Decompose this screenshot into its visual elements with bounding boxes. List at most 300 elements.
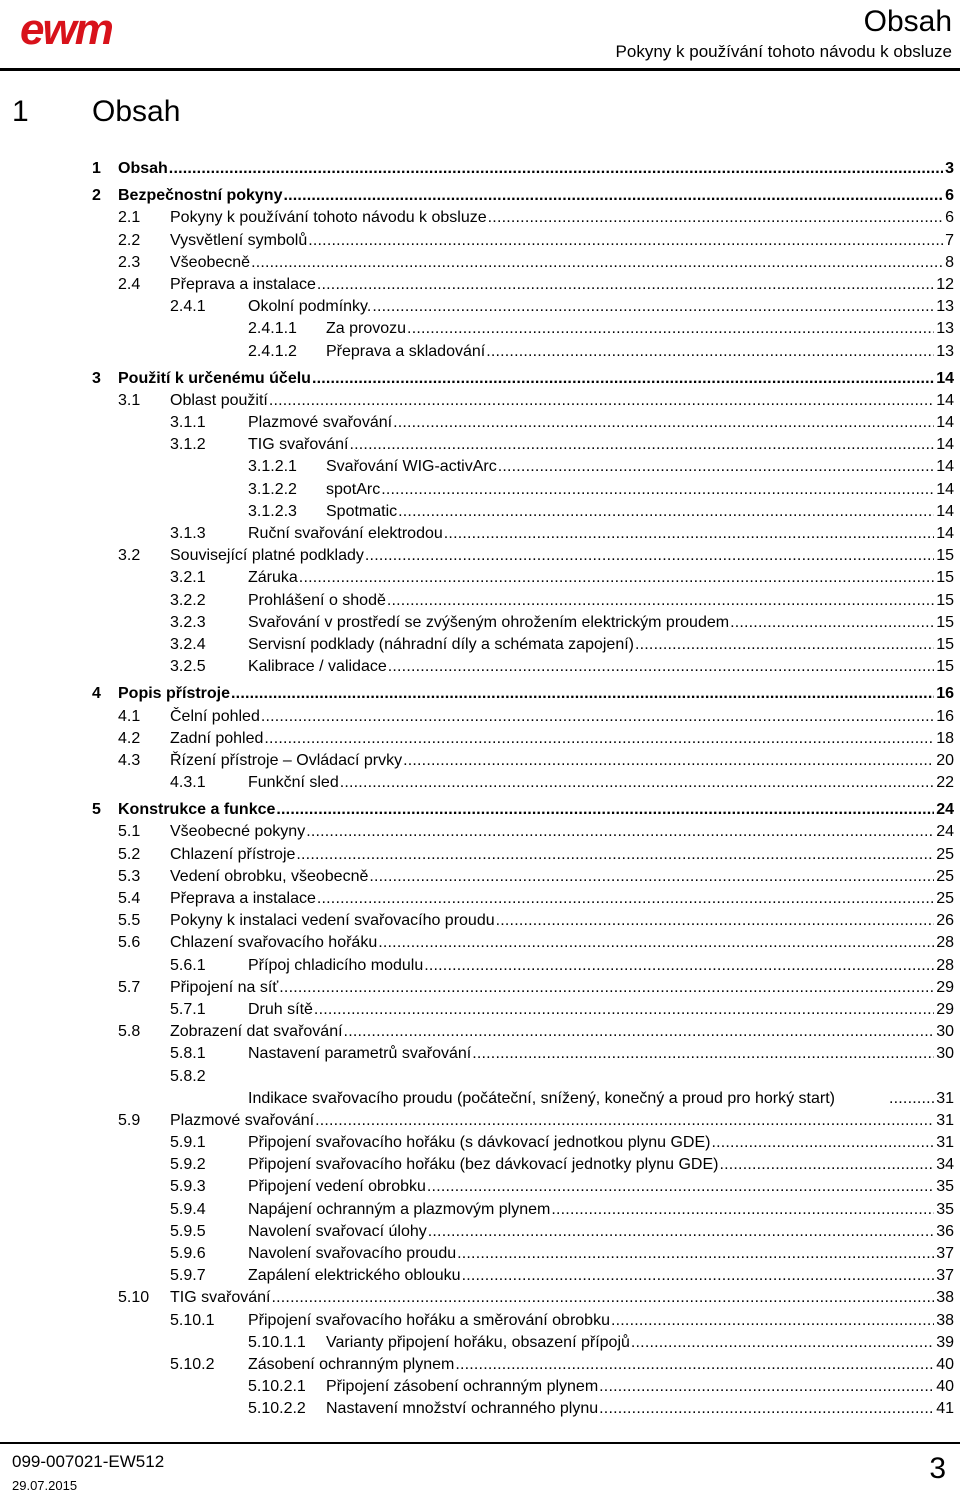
toc-entry-title: Ruční svařování elektrodou <box>248 525 443 542</box>
toc-entry-title: Přeprava a skladování <box>326 342 486 360</box>
toc-entry-number: 5.4 <box>118 890 141 907</box>
toc-entry-body <box>170 230 954 252</box>
toc-entry-page: 14 <box>936 369 954 387</box>
toc-entry-page: 26 <box>936 912 954 930</box>
toc-entry[interactable] <box>0 728 960 750</box>
toc-entry[interactable] <box>0 456 960 478</box>
toc-entry[interactable] <box>0 656 960 678</box>
toc-entry[interactable] <box>0 341 960 363</box>
toc-entry-title: Prohlášení o shodě <box>248 591 386 609</box>
toc-dot-leader <box>631 1332 934 1354</box>
toc-dot-leader <box>455 1354 934 1376</box>
page-heading <box>12 92 180 132</box>
toc-entry-number: 5.10.1.1 <box>248 1333 306 1351</box>
toc-entry-body <box>170 390 954 412</box>
toc-entry-number: 3.2.2 <box>170 591 206 609</box>
toc-entry-title: Bezpečnostní pokyny <box>118 187 283 205</box>
toc-entry-number: 5.6 <box>118 934 141 952</box>
toc-entry-title: Pokyny k instalaci vedení svařovacího proudu <box>170 912 495 930</box>
toc-dot-leader <box>269 390 934 412</box>
toc-entry[interactable] <box>0 1332 960 1354</box>
logo-text: ewm <box>20 8 112 50</box>
toc-entry-title: Svařování v prostředí se zvýšeným ohrožením elektrickým proudem <box>248 613 730 631</box>
toc-entry-page: 38 <box>936 1311 954 1329</box>
toc-entry-number: 5.10.1 <box>170 1311 215 1329</box>
toc-entry-body <box>248 1265 954 1287</box>
toc-dot-leader <box>264 728 934 750</box>
toc-entry-number: 5.10.2.1 <box>248 1378 306 1396</box>
toc-entry-number: 5.7 <box>118 978 141 996</box>
toc-entry-body <box>170 1021 954 1043</box>
toc-dot-leader <box>387 590 934 612</box>
toc-entry[interactable] <box>0 1176 960 1198</box>
toc-dot-leader <box>498 456 935 478</box>
toc-entry[interactable] <box>0 1243 960 1265</box>
toc-dot-leader <box>349 434 934 456</box>
toc-dot-leader <box>315 1110 934 1132</box>
toc-entry-title: Spotmatic <box>326 502 398 520</box>
toc-entry-body <box>118 799 954 821</box>
toc-dot-leader <box>372 296 934 318</box>
toc-entry-body <box>170 866 954 888</box>
toc-entry-page: 25 <box>936 845 954 863</box>
toc-dot-leader <box>424 955 934 977</box>
toc-entry[interactable] <box>0 977 960 999</box>
toc-dot-leader <box>279 977 934 999</box>
toc-entry-number: 3.2.5 <box>170 658 206 676</box>
toc-entry-number: 5 <box>92 801 101 819</box>
toc-entry-body <box>326 501 954 523</box>
toc-entry[interactable] <box>0 750 960 772</box>
toc-entry-page: 16 <box>936 685 954 703</box>
toc-entry-number: 4.3.1 <box>170 774 206 792</box>
toc-entry-body <box>248 567 954 589</box>
toc-entry-body <box>326 341 954 363</box>
toc-entry-page: 15 <box>936 635 954 653</box>
toc-entry-body <box>248 656 954 678</box>
toc-entry[interactable] <box>0 1310 960 1332</box>
toc-entry-body <box>248 1066 954 1110</box>
toc-entry-title: Okolní podmínky. <box>248 298 372 316</box>
toc-entry-page: 22 <box>936 774 954 792</box>
toc-entry[interactable] <box>0 252 960 274</box>
toc-entry[interactable] <box>0 1265 960 1287</box>
toc-entry-body <box>248 999 954 1021</box>
toc-entry-number: 5.10.2.2 <box>248 1400 306 1418</box>
toc-entry-number: 3.2.1 <box>170 569 206 587</box>
toc-entry-page: 14 <box>936 436 954 454</box>
toc-dot-leader <box>378 932 934 954</box>
toc-entry-title: Plazmové svařování <box>248 414 393 432</box>
table-of-contents <box>0 158 960 1421</box>
toc-entry-page: 31 <box>936 1089 954 1107</box>
toc-entry-number: 5.8.2 <box>170 1067 206 1085</box>
toc-entry-page: 13 <box>936 342 954 360</box>
toc-entry-title: Připojení svařovacího hořáku (bez dávkovací jednotky plynu GDE) <box>248 1156 719 1174</box>
toc-entry[interactable] <box>0 1398 960 1420</box>
toc-entry-page: 37 <box>936 1245 954 1263</box>
toc-entry-number: 5.6.1 <box>170 956 206 974</box>
toc-entry-number: 5.8 <box>118 1023 141 1041</box>
toc-entry-page: 38 <box>936 1289 954 1307</box>
toc-entry[interactable] <box>0 207 960 229</box>
toc-entry-number: 5.7.1 <box>170 1000 206 1018</box>
toc-entry-title: Pokyny k používání tohoto návodu k obsluze <box>170 209 487 227</box>
toc-entry-page: 15 <box>936 658 954 676</box>
toc-entry[interactable] <box>0 1354 960 1376</box>
toc-entry[interactable] <box>0 412 960 434</box>
toc-entry-title: spotArc <box>326 480 381 498</box>
toc-entry-page: 40 <box>936 1355 954 1373</box>
toc-entry-page: 30 <box>936 1023 954 1041</box>
toc-entry-body <box>170 274 954 296</box>
toc-entry[interactable] <box>0 799 960 821</box>
toc-entry[interactable] <box>0 1132 960 1154</box>
toc-entry[interactable] <box>0 567 960 589</box>
toc-entry-body <box>170 932 954 954</box>
toc-entry-number: 5.9.1 <box>170 1134 206 1152</box>
toc-entry-body <box>248 612 954 634</box>
toc-entry[interactable] <box>0 955 960 977</box>
toc-entry-body <box>170 207 954 229</box>
toc-entry-title: Vedení obrobku, všeobecně <box>170 867 369 885</box>
toc-dot-leader <box>730 612 934 634</box>
toc-entry-number: 5.9.5 <box>170 1222 206 1240</box>
toc-entry-body <box>170 910 954 932</box>
toc-entry[interactable] <box>0 1043 960 1065</box>
toc-entry[interactable] <box>0 1110 960 1132</box>
toc-entry[interactable] <box>0 910 960 932</box>
document-date: 29.07.2015 <box>12 1478 78 1493</box>
toc-entry-page: 37 <box>936 1267 954 1285</box>
ewm-logo <box>20 8 170 50</box>
toc-entry-title: Funkční sled <box>248 774 339 792</box>
toc-entry-body <box>170 821 954 843</box>
toc-entry-page: 20 <box>936 751 954 769</box>
toc-entry[interactable] <box>0 634 960 656</box>
toc-entry[interactable] <box>0 866 960 888</box>
toc-dot-leader <box>388 656 934 678</box>
toc-entry-number: 3.1.2.2 <box>248 480 297 498</box>
toc-dot-leader <box>283 185 943 207</box>
toc-dot-leader <box>462 1265 935 1287</box>
toc-entry-body <box>248 434 954 456</box>
toc-entry[interactable] <box>0 185 960 207</box>
toc-dot-leader <box>403 750 934 772</box>
toc-entry-title: Kalibrace / validace <box>248 658 387 676</box>
toc-entry-number: 5.1 <box>118 823 141 841</box>
toc-dot-leader <box>299 567 934 589</box>
toc-entry[interactable] <box>0 501 960 523</box>
toc-entry-number: 5.9.3 <box>170 1178 206 1196</box>
toc-entry-body <box>170 977 954 999</box>
toc-dot-leader <box>344 1021 935 1043</box>
toc-entry[interactable] <box>0 888 960 910</box>
toc-entry-page: 25 <box>936 890 954 907</box>
toc-entry-body <box>248 1132 954 1154</box>
toc-dot-leader <box>317 888 934 910</box>
toc-entry-page: 35 <box>936 1178 954 1196</box>
toc-dot-leader <box>428 1221 934 1243</box>
toc-entry-body <box>248 1043 954 1065</box>
toc-entry-number: 2.3 <box>118 253 141 271</box>
toc-entry[interactable] <box>0 612 960 634</box>
toc-dot-leader <box>369 866 934 888</box>
toc-entry[interactable] <box>0 390 960 412</box>
toc-entry-title: Připojení zásobení ochranným plynem <box>326 1378 599 1396</box>
toc-dot-leader <box>444 523 934 545</box>
toc-entry-number: 3.2.4 <box>170 635 206 653</box>
toc-entry-title: Nastavení množství ochranného plynu <box>326 1400 599 1418</box>
toc-entry-number: 5.2 <box>118 845 141 863</box>
toc-entry-body <box>170 252 954 274</box>
toc-entry-body <box>170 888 954 910</box>
toc-entry[interactable] <box>0 523 960 545</box>
toc-entry[interactable] <box>0 158 960 180</box>
heading-title: Obsah <box>92 95 181 128</box>
toc-entry[interactable] <box>0 368 960 390</box>
toc-entry-number: 3 <box>92 369 101 387</box>
toc-entry[interactable] <box>0 479 960 501</box>
toc-dot-leader <box>711 1132 934 1154</box>
toc-entry-page: 6 <box>945 187 954 205</box>
toc-entry[interactable] <box>0 274 960 296</box>
toc-entry-body <box>326 1376 954 1398</box>
toc-entry-title: Zapálení elektrického oblouku <box>248 1267 461 1285</box>
toc-entry-number: 2.4 <box>118 275 141 293</box>
toc-entry-title: Přeprava a instalace <box>170 275 316 293</box>
toc-entry[interactable] <box>0 1021 960 1043</box>
toc-entry-body <box>248 590 954 612</box>
toc-entry-body <box>118 185 954 207</box>
toc-entry-title: Chlazení svařovacího hořáku <box>170 934 378 952</box>
toc-dot-leader <box>308 230 943 252</box>
toc-entry[interactable] <box>0 1066 960 1110</box>
toc-entry[interactable] <box>0 1154 960 1176</box>
toc-dot-leader <box>314 999 934 1021</box>
toc-entry-page: 28 <box>936 934 954 952</box>
toc-dot-leader <box>169 158 943 180</box>
toc-dot-leader <box>488 207 943 229</box>
toc-dot-leader <box>261 706 934 728</box>
toc-entry-body <box>248 1221 954 1243</box>
toc-entry-number: 3.2 <box>118 547 141 565</box>
toc-entry-title: Zadní pohled <box>170 729 264 747</box>
toc-dot-leader <box>340 772 934 794</box>
toc-entry-title: Záruka <box>248 569 298 587</box>
toc-entry-body <box>118 368 954 390</box>
toc-entry-page: 29 <box>936 978 954 996</box>
toc-entry[interactable] <box>0 844 960 866</box>
toc-dot-leader <box>611 1310 934 1332</box>
toc-dot-leader <box>365 545 934 567</box>
toc-entry[interactable] <box>0 821 960 843</box>
toc-entry-page: 13 <box>936 298 954 316</box>
toc-entry-number: 5.9.7 <box>170 1267 206 1285</box>
toc-dot-leader <box>276 799 934 821</box>
toc-entry-page: 30 <box>936 1045 954 1063</box>
toc-entry-title: Za provozu <box>326 320 407 338</box>
toc-entry-page: 6 <box>945 209 954 227</box>
toc-entry-page: 39 <box>936 1333 954 1351</box>
toc-entry-number: 3.1.3 <box>170 525 206 542</box>
toc-entry-title: TIG svařování <box>248 436 349 454</box>
toc-dot-leader <box>271 1287 934 1309</box>
toc-entry-number: 4.2 <box>118 729 141 747</box>
toc-entry-number: 4.3 <box>118 751 141 769</box>
header-divider <box>0 68 960 71</box>
toc-dot-leader <box>306 821 934 843</box>
toc-entry-title: Nastavení parametrů svařování <box>248 1045 472 1063</box>
toc-entry-page: 15 <box>936 591 954 609</box>
toc-entry-page: 7 <box>945 231 954 249</box>
toc-entry[interactable] <box>0 1287 960 1309</box>
toc-entry-page: 34 <box>936 1156 954 1174</box>
toc-entry-title: Zobrazení dat svařování <box>170 1023 343 1041</box>
toc-entry[interactable] <box>0 1199 960 1221</box>
toc-entry-page: 14 <box>936 391 954 409</box>
toc-entry-title: Přeprava a instalace <box>170 890 316 907</box>
toc-dot-leader <box>296 844 934 866</box>
page-number: 3 <box>929 1452 946 1485</box>
toc-entry-page: 8 <box>945 253 954 271</box>
header-subtitle: Pokyny k používání tohoto návodu k obsluze <box>615 42 952 61</box>
toc-entry[interactable] <box>0 999 960 1021</box>
toc-entry[interactable] <box>0 706 960 728</box>
toc-dot-leader <box>251 252 943 274</box>
toc-entry-body <box>118 158 954 180</box>
toc-entry-body <box>326 479 954 501</box>
ewm-logo-mark <box>20 8 170 50</box>
toc-entry-number: 2.4.1.2 <box>248 342 297 360</box>
toc-entry-title: Plazmové svařování <box>170 1111 315 1129</box>
toc-entry[interactable] <box>0 590 960 612</box>
toc-entry-number: 2.1 <box>118 209 141 227</box>
toc-entry-body <box>170 750 954 772</box>
toc-entry[interactable] <box>0 296 960 318</box>
toc-entry-title: TIG svařování <box>170 1289 271 1307</box>
toc-entry-body <box>326 1398 954 1420</box>
toc-entry-page: 36 <box>936 1222 954 1240</box>
toc-dot-leader <box>635 634 934 656</box>
toc-entry[interactable] <box>0 318 960 340</box>
toc-dot-leader <box>427 1176 934 1198</box>
footer-divider <box>0 1442 960 1444</box>
toc-dot-leader <box>719 1154 934 1176</box>
toc-entry-body <box>170 1110 954 1132</box>
toc-entry-page: 31 <box>936 1111 954 1129</box>
toc-entry[interactable] <box>0 1221 960 1243</box>
toc-entry-number: 2.4.1 <box>170 298 206 316</box>
toc-entry-number: 4.1 <box>118 707 141 725</box>
toc-dot-leader <box>312 368 934 390</box>
toc-entry-number: 5.9.6 <box>170 1245 206 1263</box>
toc-entry-page: 24 <box>936 801 954 819</box>
toc-entry-body <box>248 1354 954 1376</box>
toc-entry-number: 3.2.3 <box>170 613 206 631</box>
toc-entry-body <box>326 1332 954 1354</box>
toc-entry-number: 5.10.2 <box>170 1355 215 1373</box>
toc-entry-title: Řízení přístroje – Ovládací prvky <box>170 751 403 769</box>
toc-entry-body <box>170 545 954 567</box>
toc-entry-title: Chlazení přístroje <box>170 845 296 863</box>
toc-entry-page: 24 <box>936 823 954 841</box>
toc-entry-body <box>248 1243 954 1265</box>
toc-entry-title: Popis přístroje <box>118 685 231 703</box>
toc-entry-number: 3.1.2.3 <box>248 502 297 520</box>
toc-dot-leader <box>457 1243 934 1265</box>
toc-entry-title: Varianty připojení hořáku, obsazení přípojů <box>326 1333 630 1351</box>
toc-entry-page: 14 <box>936 502 954 520</box>
toc-dot-leader <box>472 1043 934 1065</box>
toc-entry-body <box>170 1287 954 1309</box>
toc-entry-title: Navolení svařovacího proudu <box>248 1245 457 1263</box>
toc-dot-leader <box>407 318 934 340</box>
toc-entry[interactable] <box>0 932 960 954</box>
toc-entry-title: Použití k určenému účelu <box>118 369 311 387</box>
toc-entry-body <box>248 412 954 434</box>
toc-entry-page: 14 <box>936 458 954 476</box>
toc-entry-body <box>326 318 954 340</box>
toc-entry-number: 5.10 <box>118 1289 150 1307</box>
toc-entry[interactable] <box>0 772 960 794</box>
toc-entry-page: 12 <box>936 275 954 293</box>
toc-entry[interactable] <box>0 683 960 705</box>
toc-entry-body <box>248 1199 954 1221</box>
toc-entry-title: Druh sítě <box>248 1000 313 1018</box>
toc-dot-leader <box>231 683 934 705</box>
toc-entry-body <box>248 634 954 656</box>
toc-entry-number: 2.2 <box>118 231 141 249</box>
toc-entry[interactable] <box>0 1376 960 1398</box>
toc-entry-title: Servisní podklady (náhradní díly a schémata zapojení) <box>248 635 634 653</box>
toc-dot-leader <box>599 1398 934 1420</box>
toc-entry-number: 5.9.2 <box>170 1156 206 1174</box>
heading-number: 1 <box>12 95 29 128</box>
toc-entry[interactable] <box>0 434 960 456</box>
toc-dot-leader <box>496 910 935 932</box>
toc-entry-page: 14 <box>936 525 954 542</box>
toc-entry-page: 15 <box>936 569 954 587</box>
toc-entry-page: 28 <box>936 956 954 974</box>
toc-dot-leader <box>381 479 934 501</box>
toc-entry[interactable] <box>0 545 960 567</box>
toc-entry-number: 5.8.1 <box>170 1045 206 1063</box>
toc-entry-title: Obsah <box>118 160 168 177</box>
toc-entry-page: 40 <box>936 1378 954 1396</box>
toc-entry-title: Konstrukce a funkce <box>118 801 276 819</box>
toc-entry-body <box>118 683 954 705</box>
toc-entry-body <box>326 456 954 478</box>
toc-entry-page: 15 <box>936 613 954 631</box>
toc-entry-number: 5.9.4 <box>170 1200 206 1218</box>
toc-entry-number: 5.5 <box>118 912 141 930</box>
toc-entry-page: 25 <box>936 867 954 885</box>
toc-entry-page: 35 <box>936 1200 954 1218</box>
toc-entry-body <box>248 1310 954 1332</box>
toc-entry-body <box>248 296 954 318</box>
toc-dot-leader <box>599 1376 934 1398</box>
toc-entry-number: 5.3 <box>118 867 141 885</box>
toc-entry[interactable] <box>0 230 960 252</box>
toc-entry-title: Zásobení ochranným plynem <box>248 1355 455 1373</box>
toc-entry-page: 3 <box>945 160 954 177</box>
toc-entry-title: Připojení na síť <box>170 978 279 996</box>
toc-entry-page: 15 <box>936 547 954 565</box>
toc-dot-leader <box>317 274 934 296</box>
toc-entry-number: 2.4.1.1 <box>248 320 297 338</box>
toc-dot-leader <box>398 501 934 523</box>
